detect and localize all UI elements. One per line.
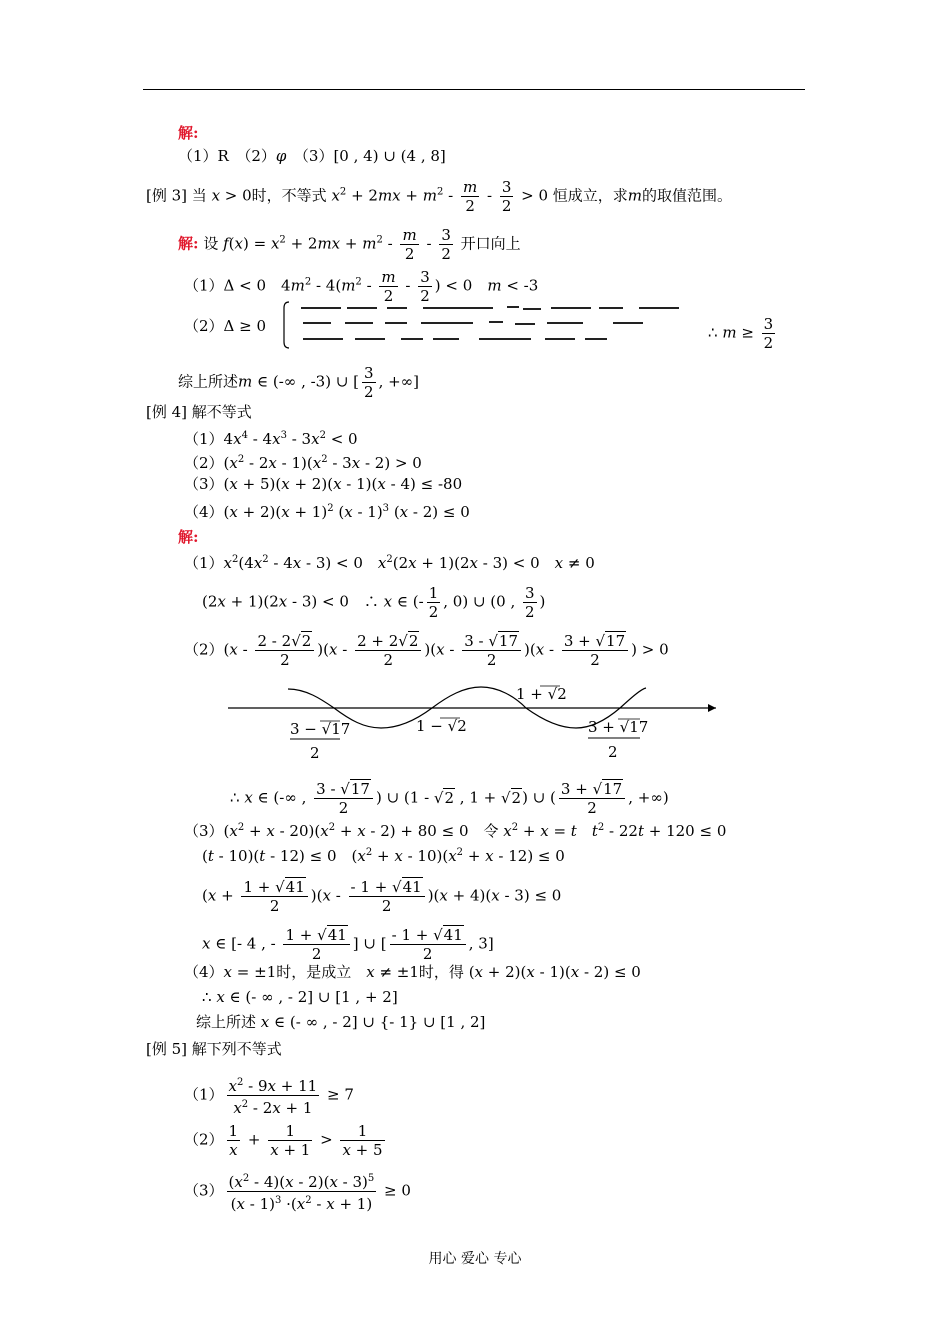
garbled-system-of-inequalities [283, 298, 693, 350]
ex4-solution-2: （2）(x - $\frac{2 - 2√2}{2}$ )(x - $\frac{2 + 2√2}{2}$ )(x - $\frac{3 - √17}{2}$ )(x - $\frac{3 + √17}{2}$ ) > 0 [184, 632, 669, 669]
ex5-problem-1: （1） $\frac{x^2 - 9x + 11}{x^2 - 2x + 1}$ ≥ 7 [184, 1074, 354, 1117]
ex5-title: [例 5] 解下列不等式 [146, 1040, 282, 1058]
sign-diagram [226, 676, 726, 766]
ex3-case2-label: （2）Δ ≥ 0 [184, 317, 267, 335]
ex4-problem-2: $(2)(x^2 - 2x - 1)(x^2 - 3x - 2) > 0$ [184, 454, 422, 472]
ex4-problem-3: （3）(x + 5)(x + 2)(x - 1)(x - 4) ≤ -80 [184, 475, 463, 493]
ex4-title: [例 4] 解不等式 [146, 403, 252, 421]
graph-label-root-1: 3 − √17 [290, 720, 351, 738]
ex4-solution-3b: (t - 10)(t - 12) ≤ 0 $(x^2 + x - 10)(x^2 + x - 12) \le 0$ [202, 847, 565, 865]
ex4-solution-3d: x ∈ [- 4 , - $\frac{1 + √41}{2}$ ] ∪ [ $\frac{- 1 + √41}{2}$ , 3] [202, 926, 494, 963]
graph-label-denominator: 2 [310, 744, 320, 762]
ex5-problem-2: （2） $\frac{1}{x}$ + $\frac{1}{x + 1}$ > $\frac{1}{x + 5}$ [184, 1122, 383, 1159]
ex3-statement: [例 3] 当 x > 0时，不等式 $x^2 + 2mx + m^2$ - $\frac{m}{2}$ - $\frac{3}{2}$ > 0 恒成立，求m的取值范围。 [146, 178, 733, 215]
ex4-solution-4b: ∴ x ∈ (- ∞ , - 2] ∪ [1 , + 2] [202, 988, 398, 1006]
solution-label: 解: [178, 124, 199, 142]
graph-label-root-3: 3 + √17 [588, 718, 649, 736]
ex4-solution-1b: (2x + 1)(2x - 3) < 0 ∴ x ∈ (- $\frac{1}{2}$ , 0) ∪ (0 , $\frac{3}{2}$ ) [202, 584, 546, 621]
graph-label-root-4: 1 + √2 [516, 685, 567, 703]
ex4-solution-3c: (x + $\frac{1 + √41}{2}$ )(x - $\frac{- 1 + √41}{2}$ )(x + 4)(x - 3) ≤ 0 [202, 878, 562, 915]
solution-label: 解: [178, 528, 199, 546]
ex4-solution-1a: $(1)x^2(4x^2 - 4x - 3) < 0$ $x^2(2x + 1)(2x - 3) < 0$ x ≠ 0 [184, 554, 595, 572]
header-rule [143, 89, 805, 90]
ex4-solution-2-result: ∴ x ∈ (-∞ , $\frac{3 - √17}{2}$ ) ∪ (1 - √2 , 1 + √2) ∪ ( $\frac{3 + √17}{2}$ , +∞) [230, 780, 669, 817]
ex4-problem-1: $(1)4x^4 - 4x^3 - 3x^2 < 0$ [184, 430, 358, 448]
graph-label-root-2: 1 − √2 [416, 717, 467, 735]
solution-label: 解: [178, 234, 199, 253]
graph-label-denominator: 2 [608, 743, 618, 761]
ex3-setup: 解: 设 $f(x) = x^2 + 2mx + m^2$ - $\frac{m}{2}$ - $\frac{3}{2}$ 开口向上 [178, 226, 521, 263]
ex2-answers: （1）R （2）φ （3）[0 , 4) ∪ (4 , 8] [178, 147, 446, 165]
ex3-case2-result: ∴ m ≥ $\frac{3}{2}$ [708, 315, 774, 352]
page-footer: 用心 爱心 专心 [428, 1251, 522, 1267]
arrow-head-icon [708, 704, 716, 712]
ex4-summary: 综上所述 x ∈ (- ∞ , - 2] ∪ {- 1} ∪ [1 , 2] [196, 1013, 486, 1031]
ex3-case1: （1）Δ < 0 $4m^2 - 4(m^2$ - $\frac{m}{2}$ - $\frac{3}{2}$ ) < 0 m < -3 [184, 268, 539, 305]
ex4-problem-4: $(4)(x + 2)(x + 1)^2$ (x - 1)$^3$ (x - 2) ≤ 0 [184, 503, 470, 521]
ex4-solution-4a: （4）x = ±1时，是成立 x ≠ ±1时，得 (x + 2)(x - 1)(x - 2) ≤ 0 [184, 963, 641, 981]
ex5-problem-3: （3） $\frac{(x^2 - 4)(x - 2)(x - 3)^5}{(x - 1)^3 \cdot(x^2 - x + 1)}$ ≥ 0 [184, 1170, 411, 1213]
ex3-summary: 综上所述m ∈ (-∞ , -3) ∪ [ $\frac{3}{2}$ , +∞] [178, 364, 420, 401]
ex4-solution-3a: $(3)(x^2 + x - 20)(x^2 + x - 2) + 80 \le 0$ 令 $x^2 + x = t$ $t^2 - 22t + 120 \le 0$ [184, 822, 727, 840]
